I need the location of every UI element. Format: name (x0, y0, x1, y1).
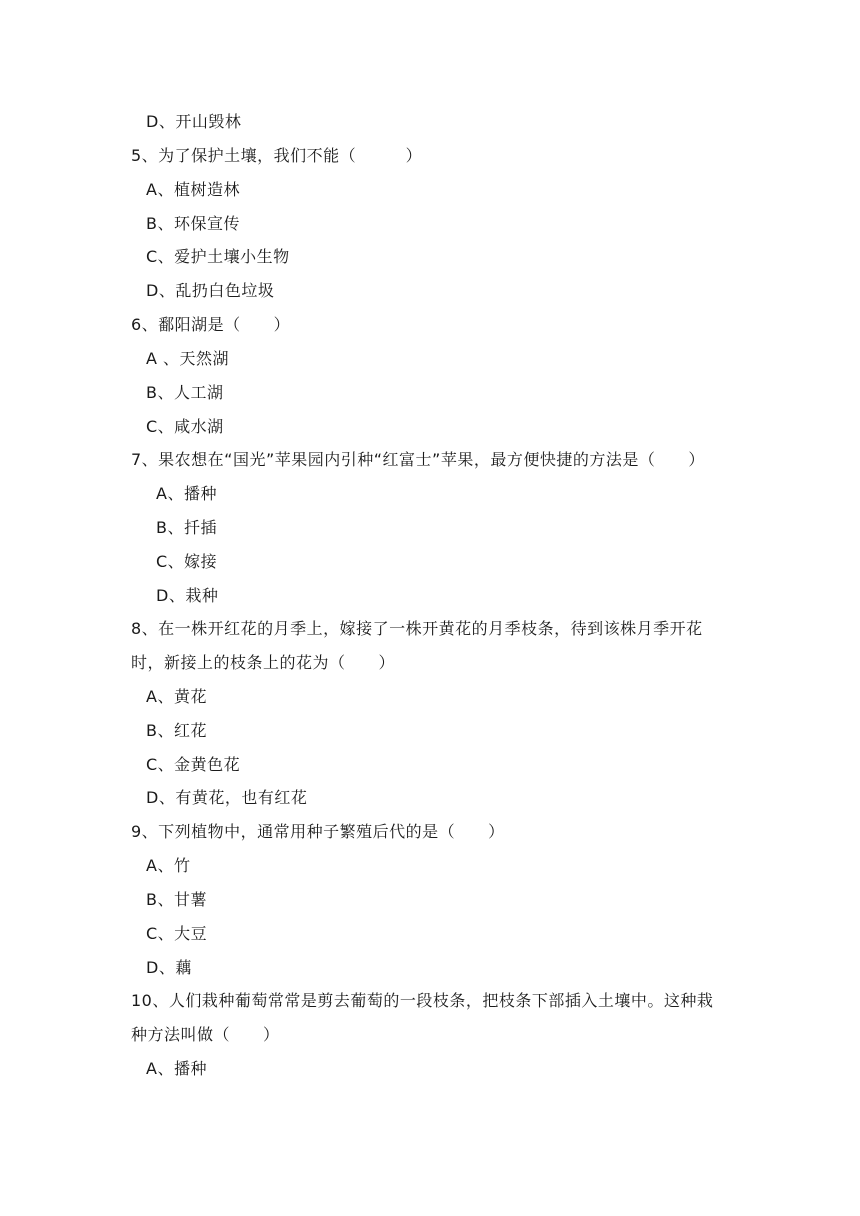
option-q9-d: D、藕 (146, 958, 192, 977)
option-q8-d: D、有黄花，也有红花 (146, 788, 308, 807)
option-q7-a: A、播种 (156, 484, 217, 503)
option-q7-d: D、栽种 (156, 586, 219, 605)
question-7: 7、果农想在“国光”苹果园内引种“红富士”苹果，最方便快捷的方法是（ ） (131, 450, 705, 469)
option-q10-a: A、播种 (146, 1059, 207, 1078)
option-q5-d: D、乱扔白色垃圾 (146, 281, 275, 300)
option-q8-a: A、黄花 (146, 687, 207, 706)
option-q6-a: A 、天然湖 (146, 349, 230, 368)
option-q8-b: B、红花 (146, 721, 207, 740)
question-10-line-2: 种方法叫做（ ） (131, 1025, 280, 1044)
option-q9-a: A、竹 (146, 856, 191, 875)
option-q7-b: B、扦插 (156, 518, 217, 537)
option-q6-b: B、人工湖 (146, 383, 224, 402)
option-q5-b: B、环保宣传 (146, 214, 240, 233)
option-q5-a: A、植树造林 (146, 180, 240, 199)
question-8-line-1: 8、在一株开红花的月季上，嫁接了一株开黄花的月季枝条，待到该株月季开花 (131, 619, 703, 638)
question-5: 5、为了保护土壤，我们不能（ ） (131, 146, 423, 165)
question-10-line-1: 10、人们栽种葡萄常常是剪去葡萄的一段枝条，把枝条下部插入土壤中。这种栽 (131, 991, 714, 1010)
question-8-line-2: 时，新接上的枝条上的花为（ ） (131, 653, 396, 672)
option-q6-c: C、咸水湖 (146, 417, 224, 436)
option-q5-c: C、爱护土壤小生物 (146, 247, 290, 266)
option-q7-c: C、嫁接 (156, 552, 218, 571)
question-9: 9、下列植物中，通常用种子繁殖后代的是（ ） (131, 822, 505, 841)
option-q9-c: C、大豆 (146, 924, 208, 943)
option-q8-c: C、金黄色花 (146, 755, 241, 774)
option-q9-b: B、甘薯 (146, 890, 207, 909)
question-6: 6、鄱阳湖是（ ） (131, 315, 291, 334)
option-q4-d: D、开山毁林 (146, 112, 242, 131)
